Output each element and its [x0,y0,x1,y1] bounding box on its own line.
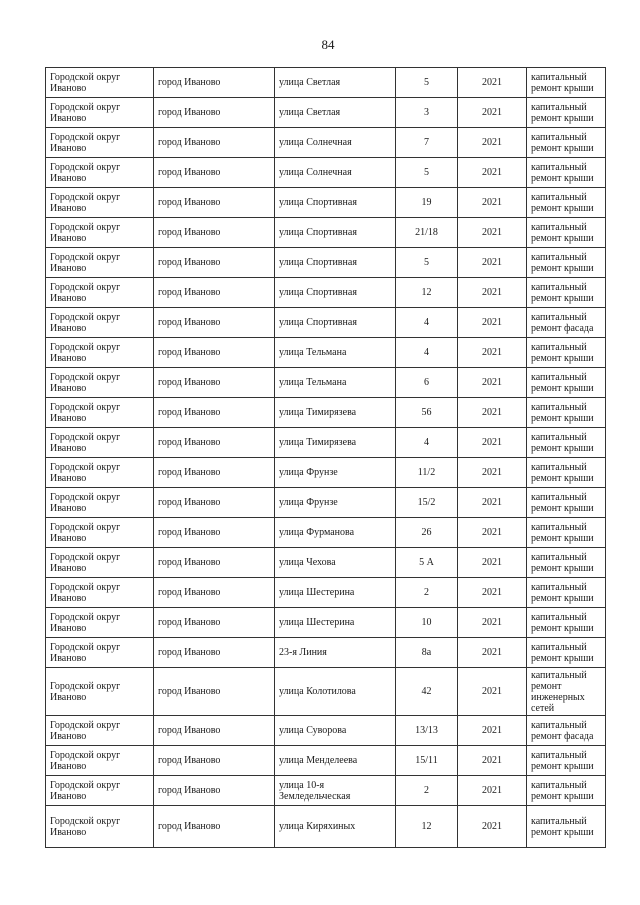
table-body [46,68,606,848]
year-cell: 2021 [458,458,527,488]
year-cell: 2021 [458,398,527,428]
street-cell: улица Киряхиных [275,806,396,848]
city-cell: город Иваново [154,248,275,278]
housing-repair-table [45,67,606,848]
table-row [46,428,606,458]
year-cell: 2021 [458,188,527,218]
city-cell: город Иваново [154,488,275,518]
work-type-cell: капитальный ремонт крыши [527,458,606,488]
table-row [46,398,606,428]
table-row [46,578,606,608]
year-cell: 2021 [458,668,527,716]
city-cell: город Иваново [154,368,275,398]
municipality-cell: Городской округ Иваново [46,668,154,716]
table-row [46,458,606,488]
table-row [46,128,606,158]
year-cell: 2021 [458,98,527,128]
year-cell: 2021 [458,746,527,776]
table-row [46,548,606,578]
street-cell: улица Фрунзе [275,458,396,488]
municipality-cell: Городской округ Иваново [46,128,154,158]
municipality-cell: Городской округ Иваново [46,578,154,608]
city-cell: город Иваново [154,68,275,98]
municipality-cell: Городской округ Иваново [46,338,154,368]
house-number-cell: 10 [396,608,458,638]
table-row [46,188,606,218]
work-type-cell: капитальный ремонт крыши [527,338,606,368]
year-cell: 2021 [458,338,527,368]
city-cell: город Иваново [154,746,275,776]
year-cell: 2021 [458,308,527,338]
table-row [46,668,606,716]
house-number-cell: 3 [396,98,458,128]
street-cell: улица Спортивная [275,218,396,248]
street-cell: улица Шестерина [275,578,396,608]
city-cell: город Иваново [154,98,275,128]
work-type-cell: капитальный ремонт крыши [527,608,606,638]
street-cell: улица Колотилова [275,668,396,716]
municipality-cell: Городской округ Иваново [46,806,154,848]
year-cell: 2021 [458,548,527,578]
city-cell: город Иваново [154,806,275,848]
city-cell: город Иваново [154,608,275,638]
house-number-cell: 2 [396,578,458,608]
year-cell: 2021 [458,638,527,668]
table-row [46,608,606,638]
house-number-cell: 42 [396,668,458,716]
table-row [46,638,606,668]
work-type-cell: капитальный ремонт крыши [527,278,606,308]
table-row [46,338,606,368]
year-cell: 2021 [458,776,527,806]
city-cell: город Иваново [154,158,275,188]
work-type-cell: капитальный ремонт крыши [527,638,606,668]
city-cell: город Иваново [154,458,275,488]
city-cell: город Иваново [154,638,275,668]
house-number-cell: 56 [396,398,458,428]
municipality-cell: Городской округ Иваново [46,458,154,488]
house-number-cell: 13/13 [396,716,458,746]
house-number-cell: 5 [396,158,458,188]
municipality-cell: Городской округ Иваново [46,368,154,398]
city-cell: город Иваново [154,398,275,428]
year-cell: 2021 [458,806,527,848]
year-cell: 2021 [458,716,527,746]
year-cell: 2021 [458,428,527,458]
table-row [46,158,606,188]
municipality-cell: Городской округ Иваново [46,608,154,638]
city-cell: город Иваново [154,188,275,218]
municipality-cell: Городской округ Иваново [46,188,154,218]
house-number-cell: 4 [396,338,458,368]
street-cell: улица Спортивная [275,308,396,338]
page-number: 84 [321,37,335,52]
table-row [46,98,606,128]
work-type-cell: капитальный ремонт крыши [527,776,606,806]
municipality-cell: Городской округ Иваново [46,278,154,308]
work-type-cell: капитальный ремонт крыши [527,806,606,848]
street-cell: улица Суворова [275,716,396,746]
table-row [46,716,606,746]
work-type-cell: капитальный ремонт крыши [527,368,606,398]
street-cell: улица Светлая [275,98,396,128]
work-type-cell: капитальный ремонт инженерных сетей [527,668,606,716]
municipality-cell: Городской округ Иваново [46,158,154,188]
municipality-cell: Городской округ Иваново [46,776,154,806]
table-row [46,806,606,848]
house-number-cell: 11/2 [396,458,458,488]
municipality-cell: Городской округ Иваново [46,548,154,578]
year-cell: 2021 [458,578,527,608]
municipality-cell: Городской округ Иваново [46,428,154,458]
year-cell: 2021 [458,248,527,278]
table-row [46,746,606,776]
municipality-cell: Городской округ Иваново [46,746,154,776]
work-type-cell: капитальный ремонт крыши [527,158,606,188]
table-row [46,776,606,806]
work-type-cell: капитальный ремонт крыши [527,746,606,776]
city-cell: город Иваново [154,548,275,578]
house-number-cell: 8а [396,638,458,668]
work-type-cell: капитальный ремонт фасада [527,308,606,338]
work-type-cell: капитальный ремонт крыши [527,548,606,578]
year-cell: 2021 [458,158,527,188]
municipality-cell: Городской округ Иваново [46,488,154,518]
city-cell: город Иваново [154,668,275,716]
table-row [46,248,606,278]
work-type-cell: капитальный ремонт крыши [527,68,606,98]
city-cell: город Иваново [154,308,275,338]
street-cell: улица Солнечная [275,128,396,158]
year-cell: 2021 [458,608,527,638]
work-type-cell: капитальный ремонт крыши [527,518,606,548]
table-row [46,308,606,338]
street-cell: улица Менделеева [275,746,396,776]
street-cell: улица Шестерина [275,608,396,638]
city-cell: город Иваново [154,518,275,548]
street-cell: улица Тимирязева [275,398,396,428]
street-cell: улица Спортивная [275,248,396,278]
year-cell: 2021 [458,488,527,518]
house-number-cell: 5 [396,68,458,98]
municipality-cell: Городской округ Иваново [46,68,154,98]
table-row [46,368,606,398]
municipality-cell: Городской округ Иваново [46,248,154,278]
city-cell: город Иваново [154,338,275,368]
house-number-cell: 6 [396,368,458,398]
city-cell: город Иваново [154,128,275,158]
house-number-cell: 26 [396,518,458,548]
year-cell: 2021 [458,68,527,98]
year-cell: 2021 [458,278,527,308]
municipality-cell: Городской округ Иваново [46,98,154,128]
year-cell: 2021 [458,218,527,248]
house-number-cell: 4 [396,308,458,338]
municipality-cell: Городской округ Иваново [46,398,154,428]
street-cell: улица Светлая [275,68,396,98]
work-type-cell: капитальный ремонт крыши [527,188,606,218]
work-type-cell: капитальный ремонт крыши [527,398,606,428]
table-row [46,218,606,248]
municipality-cell: Городской округ Иваново [46,716,154,746]
street-cell: улица Тимирязева [275,428,396,458]
municipality-cell: Городской округ Иваново [46,518,154,548]
work-type-cell: капитальный ремонт крыши [527,248,606,278]
work-type-cell: капитальный ремонт крыши [527,578,606,608]
street-cell: улица Фурманова [275,518,396,548]
table-row [46,518,606,548]
table-row [46,488,606,518]
street-cell: улица Солнечная [275,158,396,188]
house-number-cell: 7 [396,128,458,158]
house-number-cell: 15/11 [396,746,458,776]
street-cell: улица Тельмана [275,338,396,368]
house-number-cell: 5 А [396,548,458,578]
street-cell: 23-я Линия [275,638,396,668]
house-number-cell: 2 [396,776,458,806]
municipality-cell: Городской округ Иваново [46,308,154,338]
house-number-cell: 15/2 [396,488,458,518]
house-number-cell: 5 [396,248,458,278]
municipality-cell: Городской округ Иваново [46,638,154,668]
street-cell: улица Фрунзе [275,488,396,518]
year-cell: 2021 [458,128,527,158]
house-number-cell: 12 [396,806,458,848]
year-cell: 2021 [458,368,527,398]
city-cell: город Иваново [154,578,275,608]
city-cell: город Иваново [154,776,275,806]
street-cell: улица Чехова [275,548,396,578]
street-cell: улица Тельмана [275,368,396,398]
house-number-cell: 21/18 [396,218,458,248]
work-type-cell: капитальный ремонт фасада [527,716,606,746]
city-cell: город Иваново [154,218,275,248]
street-cell: улица Спортивная [275,188,396,218]
city-cell: город Иваново [154,428,275,458]
house-number-cell: 4 [396,428,458,458]
house-number-cell: 12 [396,278,458,308]
work-type-cell: капитальный ремонт крыши [527,98,606,128]
work-type-cell: капитальный ремонт крыши [527,218,606,248]
street-cell: улица 10-я Земледельческая [275,776,396,806]
city-cell: город Иваново [154,716,275,746]
year-cell: 2021 [458,518,527,548]
city-cell: город Иваново [154,278,275,308]
street-cell: улица Спортивная [275,278,396,308]
work-type-cell: капитальный ремонт крыши [527,488,606,518]
work-type-cell: капитальный ремонт крыши [527,428,606,458]
table-row [46,68,606,98]
municipality-cell: Городской округ Иваново [46,218,154,248]
work-type-cell: капитальный ремонт крыши [527,128,606,158]
house-number-cell: 19 [396,188,458,218]
table-row [46,278,606,308]
